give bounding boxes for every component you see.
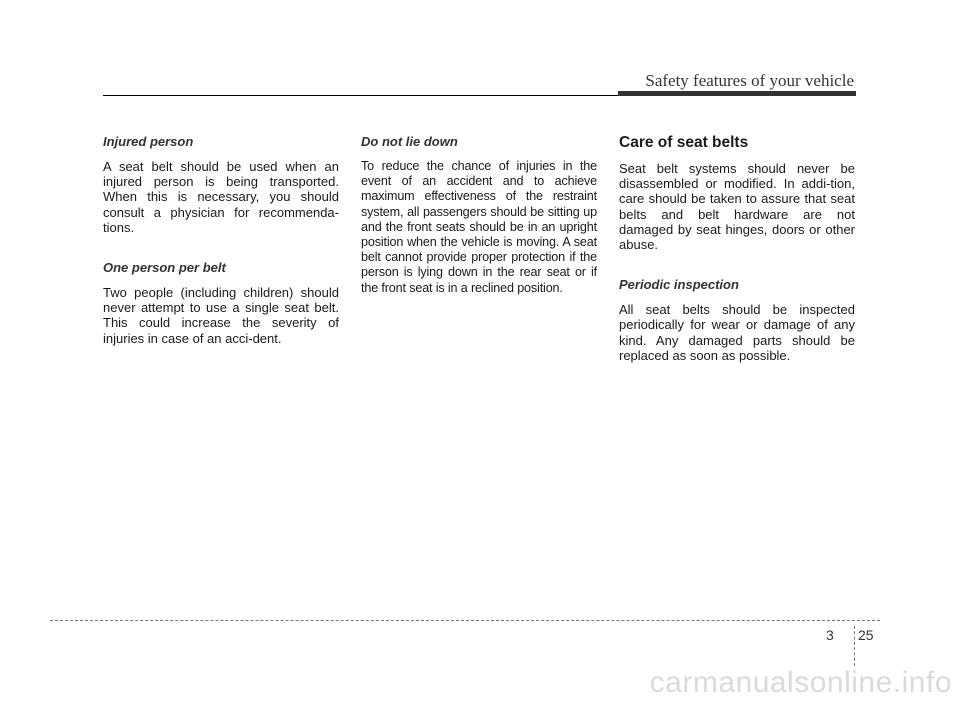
paragraph-injured-person: A seat belt should be used when an injured person is being transported. When this is necessary, you should consult a physician for recommenda-tions.: [103, 159, 339, 235]
page-header-title: Safety features of your vehicle: [645, 71, 854, 90]
footer-rule: [50, 620, 880, 621]
subhead-periodic-inspection: Periodic inspection: [619, 277, 739, 293]
column-middle: [361, 133, 597, 320]
watermark-text: carmanualsonline.info: [649, 666, 952, 699]
page-number: 25: [858, 627, 874, 643]
paragraph-do-not-lie-down: To reduce the chance of injuries in the event of an accident and to achieve maximum effectiveness of the restraint system, all passengers should be sitting up and the front seats should be in an upright position when the vehicle is moving. A seat belt cannot provide proper protection if the person is lying down in the rear seat or if the front seat is in a reclined position.: [361, 159, 597, 295]
subhead-do-not-lie-down: Do not lie down: [361, 134, 458, 149]
section-title-care-of-seat-belts: Care of seat belts: [619, 134, 749, 151]
paragraph-one-person-per-belt: Two people (including children) should never attempt to use a single seat belt. This could increase the severity of injuries in case of an acci-dent.: [103, 285, 339, 346]
paragraph-periodic-inspection: All seat belts should be inspected periodically for wear or damage of any kind. Any damaged parts should be replaced as soon as possible.: [619, 302, 855, 363]
paragraph-care-of-seat-belts: Seat belt systems should never be disassembled or modified. In addi-tion, care should be taken to assure that seat belts and belt hardware are not damaged by seat hinges, doors or other abuse.: [619, 161, 855, 253]
footer-divider: [854, 626, 855, 666]
header-accent-bar: [618, 91, 856, 96]
subhead-one-person-per-belt: One person per belt: [103, 260, 226, 276]
chapter-number: 3: [826, 627, 834, 643]
subhead-injured-person: Injured person: [103, 134, 194, 149]
column-left: [103, 133, 339, 370]
column-right: [619, 133, 855, 387]
